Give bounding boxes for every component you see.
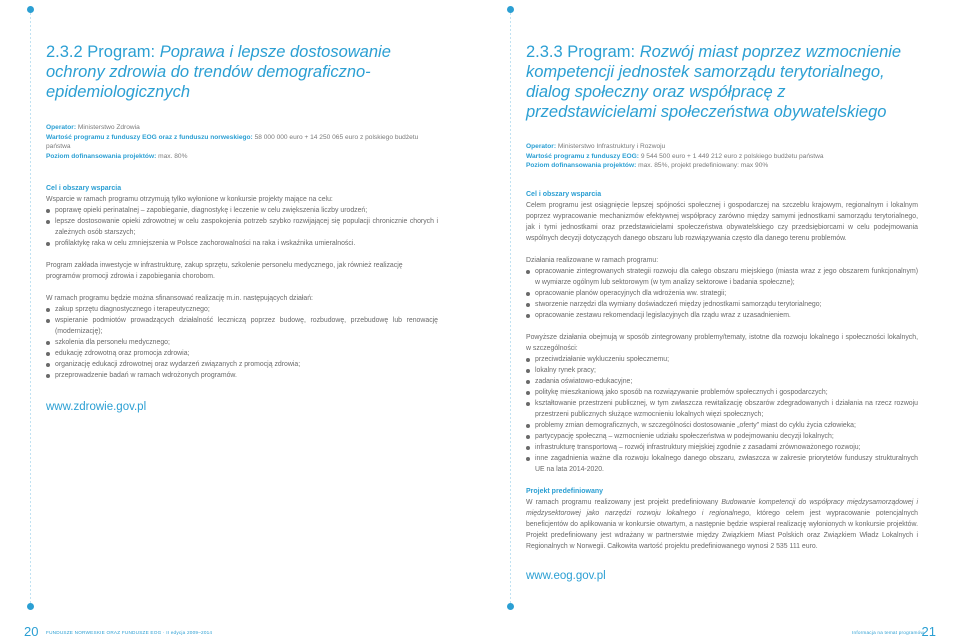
goals-list	[46, 205, 438, 249]
left-content	[46, 0, 438, 413]
goals-paragraph: Celem programu jest osiągnięcie lepszej spójności społecznej i gospodarczej na szczeblu krajowym, regionalnym i lokalnym poprzez wypracowanie mechanizmów efektywnej współpracy zarówno między samymi jednostkami samorządu terytorialnego, jak i tymi jednostkami oraz przedstawicielami społeczeństwa obywatelskiego czy przedsiębiorcami w celu podejmowania wspólnych decyzji dotyczących danego obszaru lub rozwiązywania często dla danego terenu problemów.	[526, 201, 918, 242]
list-item: poprawę opieki perinatalnej – zapobieganie, diagnostykę i leczenie w celu zwiększenia liczby urodzeń;	[46, 205, 438, 216]
list-item: stworzenie narzędzi dla wymiany doświadczeń między jednostkami samorządu terytorialnego;	[526, 299, 918, 310]
right-page	[480, 0, 960, 644]
page-number: 21	[921, 624, 936, 639]
program-name: Rozwój miast poprzez wzmocnienie kompetencji jednostek samorządu terytorialnego, dialog społeczny oraz współpracę z przedstawicielami społeczeństwa obywatelskiego	[526, 43, 902, 121]
list-item: opracowanie zestawu rekomendacji legislacyjnych dla rządu wraz z uzasadnieniem.	[526, 310, 918, 321]
website-link[interactable]: www.eog.gov.pl	[526, 569, 606, 582]
problems-list	[526, 354, 918, 475]
predefined-project-heading: Projekt predefiniowany	[526, 487, 604, 495]
list-item: opracowanie zintegrowanych strategii rozwoju dla całego obszaru miejskiego (miasta wraz z jego obszarem funkcjonalnym) w wymiarze ogólnym lub sektorowym (w tym analizy sektorowe i badania społeczne);	[526, 266, 918, 288]
list-item: inne zagadnienia ważne dla rozwoju lokalnego danego obszaru, zwłaszcza w zakresie priorytetów funduszy strukturalnych UE na lata 2014-2020.	[526, 453, 918, 475]
list-item: przeciwdziałanie wykluczeniu społecznemu;	[526, 354, 918, 365]
list-item: szkolenia dla personelu medycznego;	[46, 337, 438, 348]
list-item: kształtowanie przestrzeni publicznej, w tym zwłaszcza rewitalizację obszarów zdegradowanych i działania na rzecz rozwoju przestrzeni publicznych służące wzmocnieniu lokalnych więzi społecznych;	[526, 398, 918, 420]
right-content	[526, 0, 918, 582]
list-item: lokalny rynek pracy;	[526, 365, 918, 376]
list-item: przeprowadzenie badań w ramach wdrożonych programów.	[46, 370, 438, 381]
list-item: organizację edukacji zdrowotnej oraz wydarzeń związanych z promocją zdrowia;	[46, 359, 438, 370]
program-meta	[46, 123, 438, 161]
program-name: Poprawa i lepsze dostosowanie ochrony zdrowia do trendów demograficzno-epidemiologicznych	[46, 43, 391, 101]
actions-list	[526, 266, 918, 321]
list-item: problemy zmian demograficznych, w szczególności dostosowanie „oferty” miast do cyklu życia człowieka;	[526, 420, 918, 431]
program-number: 2.3.3 Program:	[526, 43, 636, 61]
footer-text: FUNDUSZE NORWESKIE ORAZ FUNDUSZE EOG · II edycja 2009–2014	[46, 630, 213, 635]
list-item: profilaktykę raka w celu zmniejszenia w Polsce zachorowalności na raka i wskaźnika umieralności.	[46, 238, 438, 249]
meta-operator: Operator: Ministerstwo Zdrowia	[46, 124, 140, 131]
website-link[interactable]: www.zdrowie.gov.pl	[46, 401, 147, 414]
list-item: infrastrukturę transportową – rozwój infrastruktury miejskiej zgodnie z zasadami zrównoważonego rozwoju;	[526, 442, 918, 453]
list-item: partycypację społeczną – wzmocnienie udziału społeczeństwa w podejmowaniu decyzji lokalnych;	[526, 431, 918, 442]
meta-cofinancing: Poziom dofinansowania projektów: max. 80%	[46, 152, 188, 160]
investments-paragraph: Program zakłada inwestycje w infrastrukturę, zakup sprzętu, szkolenie personelu medycznego, jak również realizację programów promocji zdrowia i zapobiegania chorobom.	[46, 262, 403, 281]
footer-text: Informacja na temat programów	[852, 630, 924, 635]
program-number: 2.3.2 Program:	[46, 43, 156, 61]
list-item: lepsze dostosowanie opieki zdrowotnej w celu zaspokojenia potrzeb szybko rozwijającej się populacji chronicznie chorych i zależnych osób starszych;	[46, 216, 438, 238]
problems-intro: Powyższe działania obejmują w sposób zintegrowany problemy/tematy, istotne dla rozwoju lokalnego i społeczności lokalnych, w szczególności:	[526, 333, 918, 352]
program-meta	[526, 142, 918, 171]
meta-value: Wartość programu z funduszy EOG: 9 544 500 euro + 1 449 212 euro z polskiego budżetu państwa	[526, 152, 824, 160]
program-title	[526, 42, 918, 122]
goals-heading: Cel i obszary wsparcia	[526, 190, 602, 198]
dotted-margin-rule	[30, 8, 31, 608]
list-item: zadania oświatowo-edukacyjne;	[526, 376, 918, 387]
list-item: zakup sprzętu diagnostycznego i terapeutycznego;	[46, 304, 438, 315]
list-item: edukację zdrowotną oraz promocja zdrowia;	[46, 348, 438, 359]
meta-value: Wartość programu z funduszy EOG oraz z funduszu norweskiego: 58 000 000 euro + 14 250 065 euro z polskiego budżetu państwa	[46, 133, 419, 151]
goals-intro: Wsparcie w ramach programu otrzymują tylko wyłonione w konkursie projekty mające na celu:	[46, 196, 333, 204]
actions-intro: Działania realizowane w ramach programu:	[526, 256, 659, 264]
list-item: opracowanie planów operacyjnych dla wdrożenia ww. strategii;	[526, 288, 918, 299]
list-item: wspieranie podmiotów prowadzących działalność leczniczą poprzez budowę, rozbudowę, przebudowę lub renowację (modernizację);	[46, 315, 438, 337]
meta-cofinancing: Poziom dofinansowania projektów: max. 85%, projekt predefiniowany: max 90%	[526, 162, 769, 170]
dotted-margin-rule	[510, 8, 511, 608]
page-number: 20	[24, 624, 39, 639]
list-item: politykę mieszkaniową jako sposób na rozwiązywanie problemów społecznych i gospodarczych;	[526, 387, 918, 398]
predefined-project-paragraph: W ramach programu realizowany jest projekt predefiniowany Budowanie kompetencji do współpracy międzysamorządowej i międzysektorowej jako narzędzi rozwoju lokalnego i regionalnego, którego celem jest wypracowanie potencjalnych beneficjentów do aplikowania w konkursie otwartym, a następnie będzie wspierał realizację wyłonionych w konkursie projektów. Projekt predefiniowany jest wdrażany w partnerstwie między Związkiem Miast Polskich oraz Związkiem Władz Lokalnych i Regionalnych w Norwegii. Całkowita wartość projektu predefiniowanego wynosi 2 535 111 euro.	[526, 498, 918, 550]
program-title	[46, 42, 438, 102]
actions-intro: W ramach programu będzie można sfinansować realizację m.in. następujących działań:	[46, 295, 313, 303]
meta-operator: Operator: Ministerstwo Infrastruktury i Rozwoju	[526, 143, 666, 150]
actions-list	[46, 304, 438, 381]
goals-heading: Cel i obszary wsparcia	[46, 185, 122, 193]
